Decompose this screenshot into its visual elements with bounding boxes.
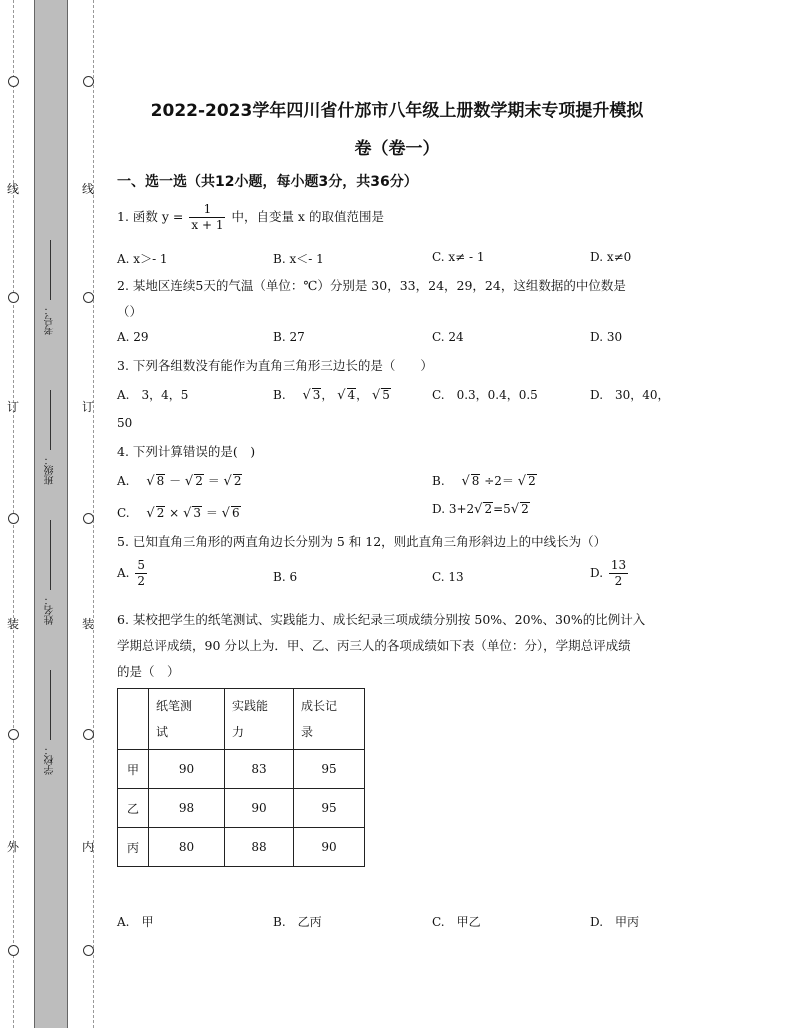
question-6-line3: 的是（ ） [117, 664, 180, 679]
q3-option-b: B. √ 3， √ 4， √ 5 [273, 388, 390, 403]
binding-char: 装 [81, 617, 94, 631]
question-6-line2: 学期总评成绩，90 分以上为．甲、乙、丙三人的各项成绩如下表（单位：分），学期总评成绩 [117, 638, 631, 653]
q4-c-eq: ＝ [205, 506, 218, 520]
q4-option-c: C. √ 2 × √ 3 ＝ √ 6 [117, 506, 240, 521]
binding-ring [8, 945, 19, 956]
q4-option-a: A. √ 8 － √ 2 ＝ √ 2 [117, 474, 242, 489]
q2-option-a: A. 29 [117, 330, 149, 344]
q5-d-den: 2 [614, 574, 623, 588]
q4-c-root3: 6 [231, 506, 240, 520]
paper-title: 2022-2023学年四川省什邡市八年级上册数学期末专项提升模拟 [150, 101, 644, 121]
q4-d-pre: 3+2 [448, 502, 475, 516]
question-5: 5. 已知直角三角形的两直角边长分别为 5 和 12，则此直角三角形斜边上的中线长为（） [117, 534, 607, 549]
question-6: 6. 某校把学生的纸笔测试、实践能力、成长纪录三项成绩分别按 50%、20%、30%的比例计入 [117, 612, 646, 627]
q1-numerator: 1 [189, 202, 225, 218]
q4-a-label: A. [117, 474, 130, 488]
q5-option-d [590, 558, 630, 589]
binding-ring [8, 729, 19, 740]
binding-char: 线 [6, 182, 19, 196]
q4-d-label: D. [432, 502, 446, 516]
q4-option-b: B. √ 8 ÷2＝ √ 2 [432, 474, 536, 489]
q1-fraction [189, 202, 225, 233]
q4-d-root2: 2 [521, 502, 529, 516]
q1-option-a: A. x＞- 1 [117, 252, 168, 266]
q4-a-root3: 2 [233, 474, 242, 488]
q4-c-root2: 3 [193, 506, 201, 520]
fill-line [50, 240, 51, 300]
q1-option-d: D. x≠0 [590, 250, 632, 264]
q3-option-c: C. 0.3，0.4，0.5 [432, 388, 538, 402]
q5-d-num: 13 [610, 558, 627, 572]
table-header-cell: 纸笔测 试 [149, 689, 225, 750]
q5-a-den: 2 [137, 574, 145, 588]
question-3: 3. 下列各组数没有能作为直角三角形三边长的是（ ） [117, 358, 433, 373]
inner-dashed-line [93, 0, 94, 1028]
q3-b-root2: 4 [347, 388, 356, 402]
q1-option-b: B. x＜- 1 [273, 252, 324, 266]
q5-option-a [117, 558, 149, 589]
table-cell: 95 [294, 750, 365, 789]
q6-option-a: A. 甲 [117, 915, 154, 929]
q1-option-c: C. x≠ - 1 [432, 250, 485, 264]
q4-d-eq: =5 [493, 502, 511, 516]
table-header-row [118, 689, 365, 750]
table-corner-cell [118, 689, 149, 750]
table-cell: 98 [149, 789, 225, 828]
q2-option-b: B. 27 [273, 330, 305, 344]
binding-char: 外 [6, 840, 19, 854]
q3-option-d-cont: 50 [117, 416, 133, 430]
table-row [118, 789, 365, 828]
q6-option-d: D. 甲丙 [590, 915, 640, 929]
q4-a-root1: 8 [156, 474, 165, 488]
q3-option-a: A. 3，4，5 [117, 388, 189, 402]
question-4: 4. 下列计算错误的是( ) [117, 444, 256, 459]
q4-b-op: ÷2＝ [484, 474, 514, 488]
q3-b-root3: 5 [382, 388, 390, 402]
fill-line [50, 670, 51, 740]
name-label: 姓名： [45, 595, 56, 625]
section-heading: 一、选一选（共12小题，每小题3分，共36分） [117, 174, 418, 190]
q4-d-root1: 2 [484, 502, 493, 516]
q4-c-root1: 2 [156, 506, 165, 520]
binding-ring [8, 292, 19, 303]
q4-c-op: × [169, 506, 180, 520]
binding-ring [83, 945, 94, 956]
q5-option-c: C. 13 [432, 570, 464, 584]
binding-info-strip [34, 0, 68, 1028]
q3-b-label: B. [273, 388, 286, 402]
q6-option-c: C. 甲乙 [432, 915, 481, 929]
q3-option-d: D. 30，40， [590, 388, 670, 402]
table-row [118, 750, 365, 789]
q4-a-root2: 2 [195, 474, 203, 488]
q5-option-b: B. 6 [273, 570, 298, 584]
q2-option-d: D. 30 [590, 330, 623, 344]
q5-d-label: D. [590, 566, 604, 580]
table-cell: 80 [149, 828, 225, 867]
q1-suffix: 中，自变量 x 的取值范围是 [231, 209, 384, 224]
q2-option-c: C. 24 [432, 330, 464, 344]
q1-denominator: x + 1 [191, 218, 224, 232]
q4-b-root2: 2 [528, 474, 536, 488]
exam-number-label: 考号： [45, 305, 56, 335]
q4-a-eq: ＝ [207, 474, 220, 488]
table-cell: 90 [225, 789, 294, 828]
binding-char: 订 [81, 400, 94, 414]
table-cell: 88 [225, 828, 294, 867]
row-name-cell: 乙 [118, 789, 149, 828]
q1-prefix: 1. 函数 y = [117, 209, 184, 224]
q4-a-op: － [169, 474, 182, 488]
question-1 [117, 202, 384, 233]
binding-margin [0, 0, 34, 1028]
binding-ring [83, 76, 94, 87]
binding-ring [83, 729, 94, 740]
table-header-cell: 成长记 录 [294, 689, 365, 750]
row-name-cell: 甲 [118, 750, 149, 789]
binding-ring [8, 513, 19, 524]
score-table [117, 688, 365, 867]
q6-option-b: B. 乙丙 [273, 915, 322, 929]
school-label: 学校： [45, 745, 56, 775]
q4-b-label: B. [432, 474, 445, 488]
binding-ring [83, 513, 94, 524]
binding-char: 线 [81, 182, 94, 196]
table-cell: 90 [149, 750, 225, 789]
q4-option-d: D. 3+2√ 2=5√ 2 [432, 502, 529, 517]
row-name-cell: 丙 [118, 828, 149, 867]
fill-line [50, 520, 51, 590]
binding-ring [8, 76, 19, 87]
q5-a-label: A. [117, 566, 130, 580]
binding-char: 装 [6, 617, 19, 631]
table-cell: 90 [294, 828, 365, 867]
q5-a-num: 5 [137, 558, 145, 572]
q4-c-label: C. [117, 506, 130, 520]
binding-char: 订 [6, 400, 19, 414]
q4-b-root1: 8 [471, 474, 480, 488]
table-header-cell: 实践能 力 [225, 689, 294, 750]
binding-char: 内 [81, 840, 94, 854]
q3-b-root1: 3 [312, 388, 321, 402]
table-row [118, 828, 365, 867]
binding-ring [83, 292, 94, 303]
question-2-cont: （） [117, 304, 143, 319]
fill-line [50, 390, 51, 450]
question-2: 2. 某地区连续5天的气温（单位：℃）分别是 30，33，24，29，24，这组数据的中位数是 [117, 278, 626, 293]
paper-title-line2: 卷（卷一） [354, 139, 440, 159]
table-cell: 95 [294, 789, 365, 828]
table-cell: 83 [225, 750, 294, 789]
class-label: 班级： [45, 455, 56, 485]
